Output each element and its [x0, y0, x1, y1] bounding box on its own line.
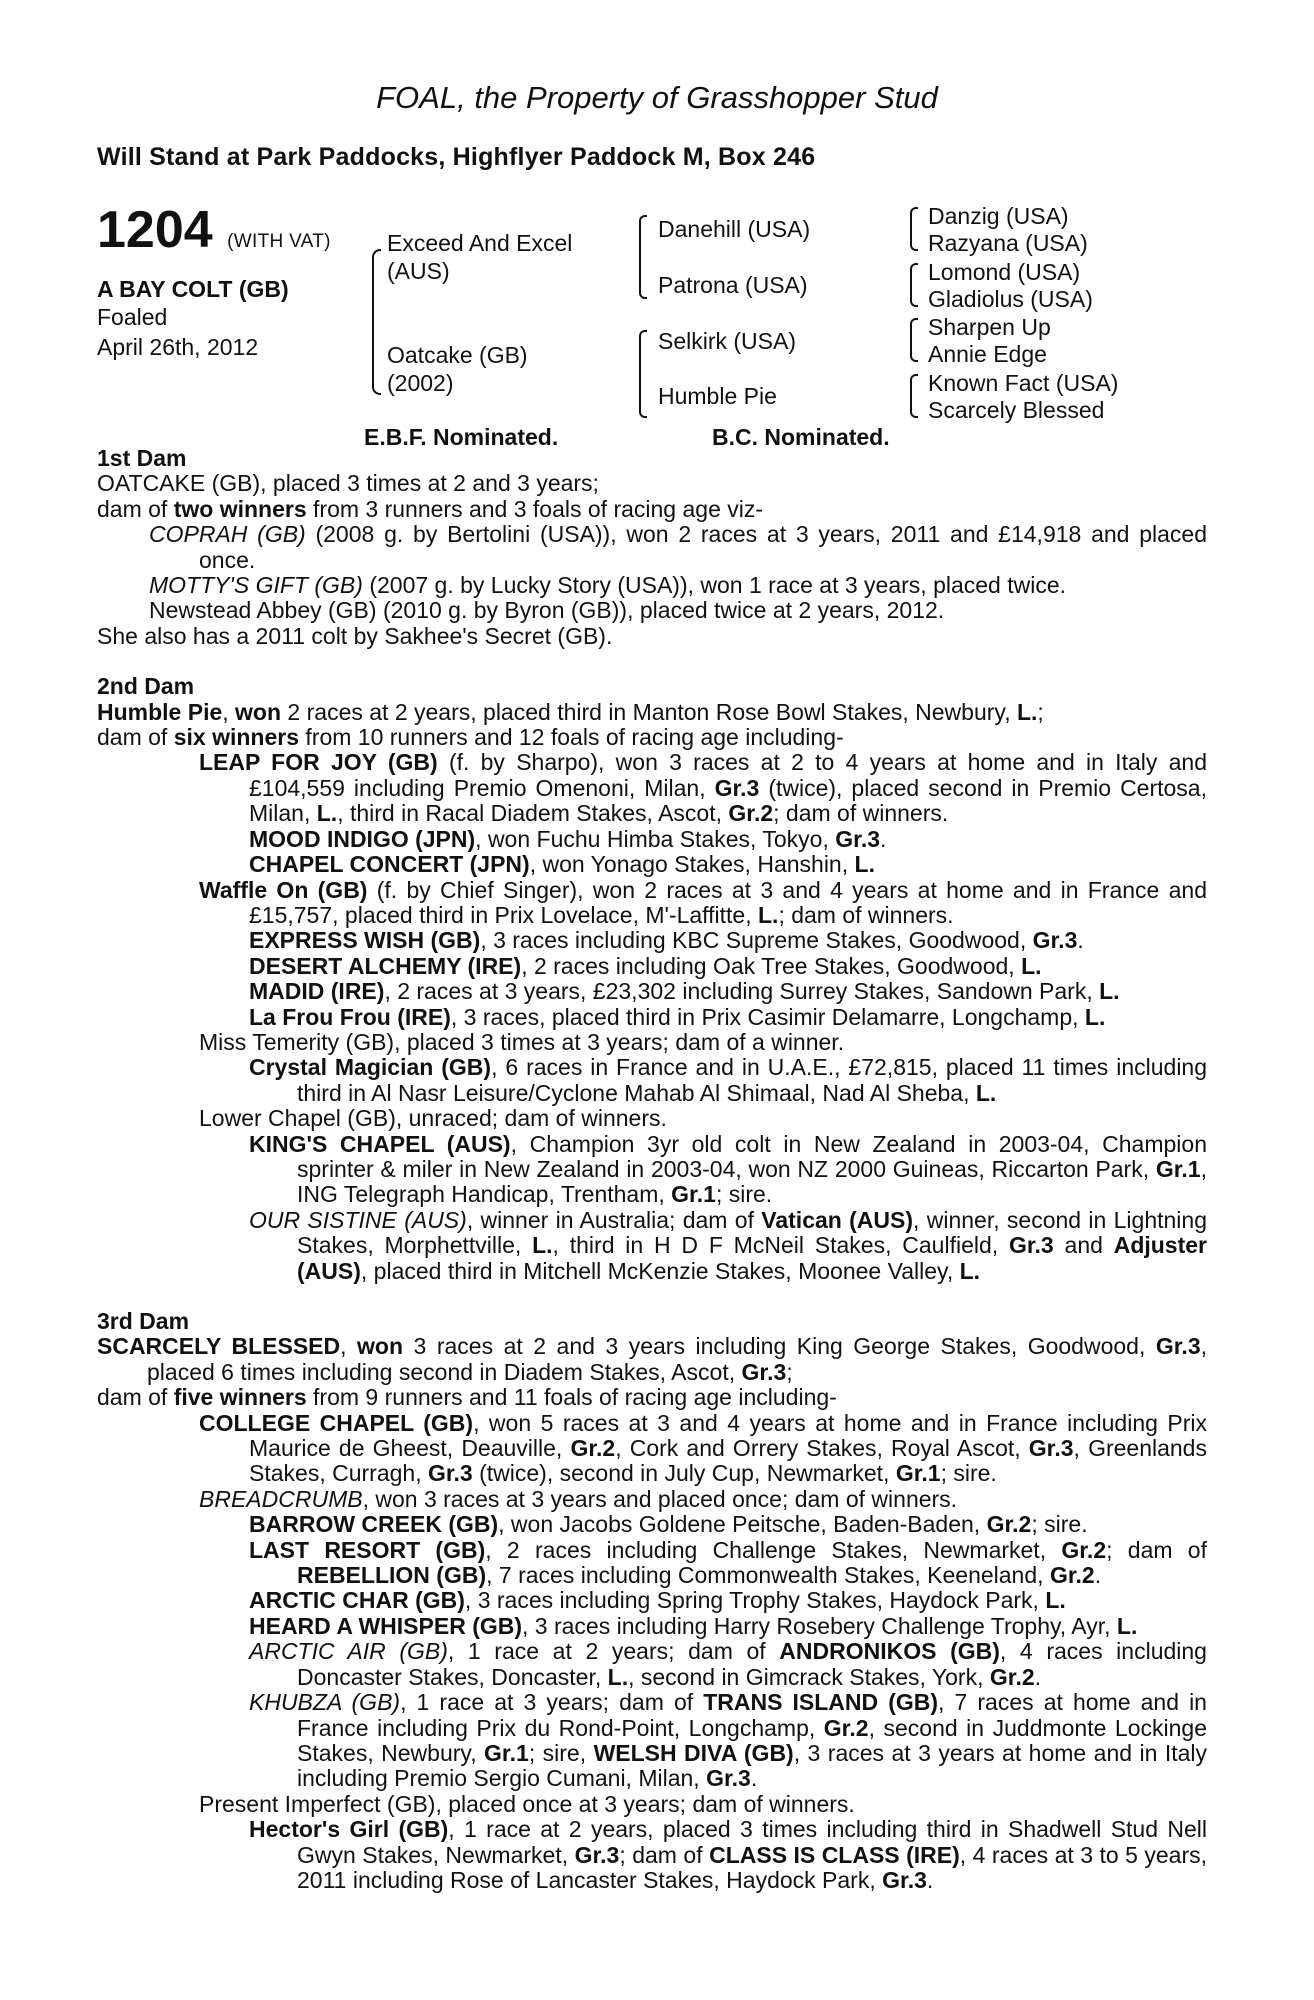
text: , winner in Australia; dam of — [466, 1206, 762, 1233]
horse-name: COLLEGE CHAPEL (GB) — [199, 1409, 474, 1436]
grade: Gr.3 — [574, 1841, 620, 1868]
text: , third in Racal Diadem Stakes, Ascot, — [337, 800, 729, 827]
text: 3 races at 2 and 3 years including King George Stakes, Goodwood, — [403, 1333, 1156, 1360]
text: ; — [1037, 698, 1044, 725]
text: . — [1034, 1663, 1042, 1690]
text: ; dam of winners. — [773, 800, 949, 827]
dam-year: (2002) — [387, 370, 454, 396]
horse-name: Hector's Girl (GB) — [249, 1816, 449, 1843]
horse-name: ANDRONIKOS (GB) — [779, 1638, 1000, 1665]
foaled-label: Foaled — [97, 304, 168, 330]
text: (f. by Chief Singer), won 2 races at 3 and 4 years at home and in France and £15,757, placed third in Prix Lovelace, M'-Laffitte, — [249, 876, 1207, 928]
grade: Gr.3 — [706, 1765, 751, 1792]
grade: Gr.3 — [1008, 1232, 1054, 1259]
text: . — [750, 1765, 758, 1792]
text: dam of — [97, 724, 174, 751]
text: , 7 races including Commonwealth Stakes, Keeneland, — [486, 1562, 1050, 1589]
entry-lower-chapel: Lower Chapel (GB), unraced; dam of winners. — [199, 1105, 667, 1132]
text: , 2 races including Oak Tree Stakes, Goodwood, — [521, 952, 1022, 979]
third-dam-summary — [97, 1334, 1207, 1385]
entry-arctic-char — [97, 1588, 1207, 1613]
text: , third in H D F McNeil Stakes, Caulfield, — [552, 1232, 1009, 1259]
text: , 3 races including Harry Rosebery Challenge Trophy, Ayr, — [522, 1612, 1117, 1639]
grade: L. — [607, 1663, 629, 1690]
sire-name: Exceed And Excel — [387, 230, 573, 256]
pedigree-dam — [387, 341, 528, 397]
horse-name: OUR SISTINE (AUS) — [249, 1206, 467, 1233]
text: ; dam of winners. — [778, 901, 954, 928]
text: , placed 6 times including second in Diadem Stakes, Ascot, — [147, 1333, 1208, 1385]
entry-la-frou-frou — [97, 1005, 1207, 1030]
text: , won Jacobs Goldene Peitsche, Baden-Baden, — [498, 1511, 987, 1538]
stand-location: Will Stand at Park Paddocks, Highflyer Paddock M, Box 246 — [97, 143, 816, 171]
text: . — [880, 825, 887, 852]
pedigree-brace-sire — [639, 215, 647, 299]
text: , 7 races at home and in France including Prix du Rond-Point, Longchamp, — [297, 1689, 1207, 1741]
entry-college-chapel — [97, 1411, 1207, 1487]
second-dam-produce — [97, 725, 1207, 750]
entry-hectors-girl — [97, 1817, 1207, 1893]
text: , 1 race at 2 years; dam of — [447, 1638, 780, 1665]
grade: Gr.3 — [741, 1358, 787, 1385]
text: ; sire, — [528, 1739, 594, 1766]
horse-name: COPRAH (GB) — [149, 521, 306, 548]
text: (2008 g. by Bertolini (USA)), won 2 races at 3 years, 2011 and £14,918 and placed once. — [199, 521, 1207, 573]
text: (f. by Sharpo), won 3 races at 2 to 4 years at home and in Italy and £104,559 including Premio Omenoni, Milan, — [249, 749, 1207, 801]
text: dam of — [97, 1384, 174, 1411]
second-dam-summary — [97, 700, 1207, 725]
text: ; sire. — [1031, 1511, 1088, 1538]
ebf-nomination: E.B.F. Nominated. — [364, 424, 559, 450]
pedigree-brace-g4 — [910, 374, 918, 418]
text: , Greenlands Stakes, Curragh, — [249, 1435, 1207, 1487]
text: (twice), second in July Cup, Newmarket, — [472, 1460, 896, 1487]
horse-name: La Frou Frou (IRE) — [249, 1003, 451, 1030]
text: . — [926, 1866, 934, 1893]
pedigree-brace-dam — [639, 330, 647, 418]
entry-breadcrumb — [97, 1487, 1207, 1512]
horse-name: Adjuster (AUS) — [297, 1232, 1207, 1284]
horse-name: DESERT ALCHEMY (IRE) — [249, 952, 522, 979]
first-dam-colt-note: She also has a 2011 colt by Sakhee's Secret (GB). — [97, 622, 613, 649]
horse-name: WELSH DIVA (GB) — [593, 1739, 794, 1766]
foaled-info — [97, 302, 258, 362]
grade: Gr.1 — [895, 1460, 941, 1487]
horse-name: ARCTIC AIR (GB) — [249, 1638, 448, 1665]
entry-last-resort — [97, 1538, 1207, 1589]
grade: L. — [757, 901, 779, 928]
great-grandparent-5: Sharpen Up — [928, 314, 1051, 340]
text: ; — [786, 1358, 793, 1385]
entry-coprah — [97, 522, 1207, 573]
entry-newstead-abbey: Newstead Abbey (GB) (2010 g. by Byron (GB)), placed twice at 2 years, 2012. — [149, 597, 945, 624]
winner-count: five winners — [173, 1384, 307, 1411]
text: ; sire. — [715, 1181, 773, 1208]
horse-name: BREADCRUMB — [199, 1485, 363, 1512]
horse-name: LAST RESORT (GB) — [249, 1536, 486, 1563]
text: , Cork and Orrery Stakes, Royal Ascot, — [615, 1435, 1029, 1462]
great-grandparent-6: Annie Edge — [928, 341, 1047, 367]
text: , second in Gimcrack Stakes, York, — [628, 1663, 990, 1690]
horse-name: Crystal Magician (GB) — [249, 1054, 492, 1081]
entry-present-imperfect: Present Imperfect (GB), placed once at 3 years; dam of winners. — [199, 1790, 855, 1817]
entry-desert-alchemy — [97, 954, 1207, 979]
entry-waffle-on — [97, 878, 1207, 929]
text: , 4 races at 3 to 5 years, 2011 including Rose of Lancaster Stakes, Haydock Park, — [297, 1841, 1208, 1893]
entry-chapel-concert — [97, 852, 1207, 877]
text: , 4 races including Doncaster Stakes, Doncaster, — [297, 1638, 1207, 1690]
grade: L. — [1045, 1587, 1066, 1614]
text: , 3 races, placed third in Prix Casimir Delamarre, Longchamp, — [450, 1003, 1085, 1030]
vat-note: (WITH VAT) — [227, 231, 331, 252]
horse-name: HEARD A WHISPER (GB) — [249, 1612, 523, 1639]
grade: Gr.2 — [728, 800, 774, 827]
grade: L. — [854, 851, 875, 878]
entry-mottys-gift — [97, 573, 1207, 598]
text: from 10 runners and 12 foals of racing age including- — [299, 724, 844, 751]
great-grandparent-4: Gladiolus (USA) — [928, 286, 1093, 312]
grade: L. — [316, 800, 338, 827]
entry-madid — [97, 979, 1207, 1004]
pedigree-sire — [387, 229, 572, 285]
grade: L. — [1021, 952, 1042, 979]
grade: Gr.1 — [671, 1181, 716, 1208]
catalogue-body — [97, 446, 1207, 1893]
second-dam-heading: 2nd Dam — [97, 673, 195, 700]
text: , — [222, 698, 236, 725]
text: , won 5 races at 3 and 4 years at home and in France including Prix Maurice de Gheest, Deauville, — [249, 1409, 1207, 1462]
text: (2007 g. by Lucky Story (USA)), won 1 race at 3 years, placed twice. — [362, 572, 1067, 599]
entry-khubza — [97, 1690, 1207, 1792]
text: (twice), placed second in Premio Certosa, Milan, — [249, 774, 1207, 827]
entry-leap-for-joy — [97, 750, 1207, 826]
text: , 3 races at 3 years at home and in Italy including Premio Sergio Cumani, Milan, — [297, 1739, 1208, 1792]
horse-name: MOOD INDIGO (JPN) — [249, 825, 476, 852]
grade: Gr.2 — [1061, 1536, 1107, 1563]
bc-nomination: B.C. Nominated. — [712, 424, 890, 450]
great-grandparent-2: Razyana (USA) — [928, 230, 1088, 256]
text: dam of — [97, 495, 174, 522]
text: , 2 races including Challenge Stakes, Newmarket, — [485, 1536, 1062, 1563]
horse-name: CHAPEL CONCERT (JPN) — [249, 851, 530, 878]
grandsire-3: Selkirk (USA) — [658, 328, 797, 354]
grade: Gr.3 — [1032, 927, 1078, 954]
text: and — [1053, 1232, 1114, 1259]
foaled-date: April 26th, 2012 — [97, 334, 259, 360]
text: , 3 races including Spring Trophy Stakes, Haydock Park, — [464, 1587, 1046, 1614]
third-dam-produce — [97, 1385, 1207, 1410]
pedigree-brace-g1 — [910, 207, 918, 251]
grade: Gr.1 — [484, 1739, 529, 1766]
text: , 3 races including KBC Supreme Stakes, Goodwood, — [480, 927, 1033, 954]
horse-name: MADID (IRE) — [249, 978, 385, 1005]
text: , 1 race at 2 years, placed 3 times including third in Shadwell Stud Nell Gwyn Stakes, Newmarket, — [297, 1816, 1207, 1868]
horse-name: MOTTY'S GIFT (GB) — [149, 572, 363, 599]
entry-mood-indigo — [97, 827, 1207, 852]
horse-name: ARCTIC CHAR (GB) — [249, 1587, 465, 1614]
text: , placed third in Mitchell McKenzie Stakes, Moonee Valley, — [360, 1257, 960, 1284]
dam-name: Oatcake (GB) — [387, 342, 528, 368]
horse-name: Humble Pie — [97, 698, 223, 725]
grade: L. — [975, 1079, 997, 1106]
grade: Gr.3 — [882, 1866, 927, 1893]
great-grandparent-7: Known Fact (USA) — [928, 370, 1119, 396]
entry-barrow-creek — [97, 1512, 1207, 1537]
grade: L. — [1016, 698, 1038, 725]
grade: Gr.2 — [986, 1511, 1032, 1538]
great-grandparent-1: Danzig (USA) — [928, 203, 1069, 229]
horse-name: Waffle On (GB) — [199, 876, 368, 903]
sire-origin: (AUS) — [387, 258, 450, 284]
text: ; dam of — [619, 1841, 710, 1868]
grade: L. — [1084, 1003, 1106, 1030]
text: , 2 races at 3 years, £23,302 including Surrey Stakes, Sandown Park, — [384, 978, 1100, 1005]
entry-miss-temerity: Miss Temerity (GB), placed 3 times at 3 years; dam of a winner. — [199, 1028, 845, 1055]
great-grandparent-8: Scarcely Blessed — [928, 397, 1105, 423]
third-dam-heading: 3rd Dam — [97, 1308, 190, 1334]
horse-name: SCARCELY BLESSED — [97, 1333, 341, 1360]
text: , second in Juddmonte Lockinge Stakes, Newbury, — [297, 1714, 1208, 1766]
entry-express-wish — [97, 928, 1207, 953]
first-dam-heading: 1st Dam — [97, 445, 187, 471]
horse-name: LEAP FOR JOY (GB) — [199, 749, 438, 776]
text: 2 races at 2 years, placed third in Manton Rose Bowl Stakes, Newbury, — [281, 698, 1017, 725]
first-dam-produce — [97, 497, 1207, 522]
grandsire-1: Danehill (USA) — [658, 216, 811, 242]
lot-number-line — [97, 201, 331, 259]
text: , ING Telegraph Handicap, Trentham, — [297, 1155, 1207, 1208]
grade: L. — [959, 1257, 981, 1284]
grade: Gr.2 — [570, 1435, 616, 1462]
horse-name: TRANS ISLAND (GB) — [703, 1689, 939, 1716]
first-dam-summary: OATCAKE (GB), placed 3 times at 2 and 3 years; — [97, 470, 599, 497]
entry-our-sistine — [97, 1208, 1207, 1284]
horse-name: KING'S CHAPEL (AUS) — [249, 1130, 511, 1157]
grade: Gr.1 — [1155, 1155, 1201, 1182]
text: , won Yonago Stakes, Hanshin, — [529, 851, 855, 878]
grade: L. — [1099, 978, 1120, 1005]
grade: Gr.3 — [714, 774, 760, 801]
winner-count: six winners — [173, 724, 299, 751]
horse-name: Vatican (AUS) — [761, 1206, 914, 1233]
text: ; dam of — [1106, 1536, 1207, 1563]
text: , 6 races in France and in U.A.E., £72,815, placed 11 times including third in Al Nasr Leisure/Cyclone Mahab Al Shimaal, Nad Al Sheba, — [297, 1054, 1208, 1106]
grade: Gr.2 — [1049, 1562, 1095, 1589]
text: . — [1094, 1562, 1102, 1589]
horse-name: EXPRESS WISH (GB) — [249, 927, 481, 954]
entry-arctic-air — [97, 1639, 1207, 1690]
pedigree-brace-g3 — [910, 318, 918, 362]
grade: Gr.3 — [1028, 1435, 1074, 1462]
entry-crystal-magician — [97, 1055, 1207, 1106]
text: ; sire. — [940, 1460, 997, 1487]
lot-number: 1204 — [97, 201, 213, 259]
grade: Gr.3 — [835, 825, 881, 852]
grade: Gr.2 — [823, 1714, 869, 1741]
pedigree-brace-g2 — [910, 263, 918, 307]
grade: L. — [532, 1232, 553, 1259]
grade: Gr.2 — [989, 1663, 1035, 1690]
text: won — [357, 1333, 404, 1360]
text: , won 3 races at 3 years and placed once; dam of winners. — [362, 1485, 958, 1512]
horse-name: KHUBZA (GB) — [249, 1689, 401, 1716]
horse-name: REBELLION (GB) — [297, 1562, 487, 1589]
page-title: FOAL, the Property of Grasshopper Stud — [376, 80, 938, 115]
horse-name: BARROW CREEK (GB) — [249, 1511, 499, 1538]
grandsire-4: Humble Pie — [658, 383, 777, 409]
horse-name: CLASS IS CLASS (IRE) — [709, 1841, 960, 1868]
grandsire-2: Patrona (USA) — [658, 272, 808, 298]
grade: L. — [1116, 1612, 1138, 1639]
entry-kings-chapel — [97, 1132, 1207, 1208]
text: , — [340, 1333, 358, 1360]
pedigree-brace-main — [372, 249, 381, 395]
text: won — [235, 698, 282, 725]
text: , won Fuchu Himba Stakes, Tokyo, — [475, 825, 836, 852]
text: from 3 runners and 3 foals of racing age viz- — [306, 495, 764, 522]
horse-description: A BAY COLT (GB) — [97, 276, 289, 302]
grade: Gr.3 — [1155, 1333, 1201, 1360]
text: , winner, second in Lightning Stakes, Morphettville, — [297, 1206, 1207, 1259]
text: , Champion 3yr old colt in New Zealand in 2003-04, Champion sprinter & miler in New Zealand in 2003-04, won NZ 2000 Guineas, Riccarton Park, — [297, 1130, 1207, 1182]
entry-heard-a-whisper — [97, 1614, 1207, 1639]
text: from 9 runners and 11 foals of racing age including- — [306, 1384, 837, 1411]
great-grandparent-3: Lomond (USA) — [928, 259, 1081, 285]
text: , 1 race at 3 years; dam of — [400, 1689, 704, 1716]
grade: Gr.3 — [427, 1460, 473, 1487]
text: . — [1077, 927, 1084, 954]
winner-count: two winners — [173, 495, 307, 522]
